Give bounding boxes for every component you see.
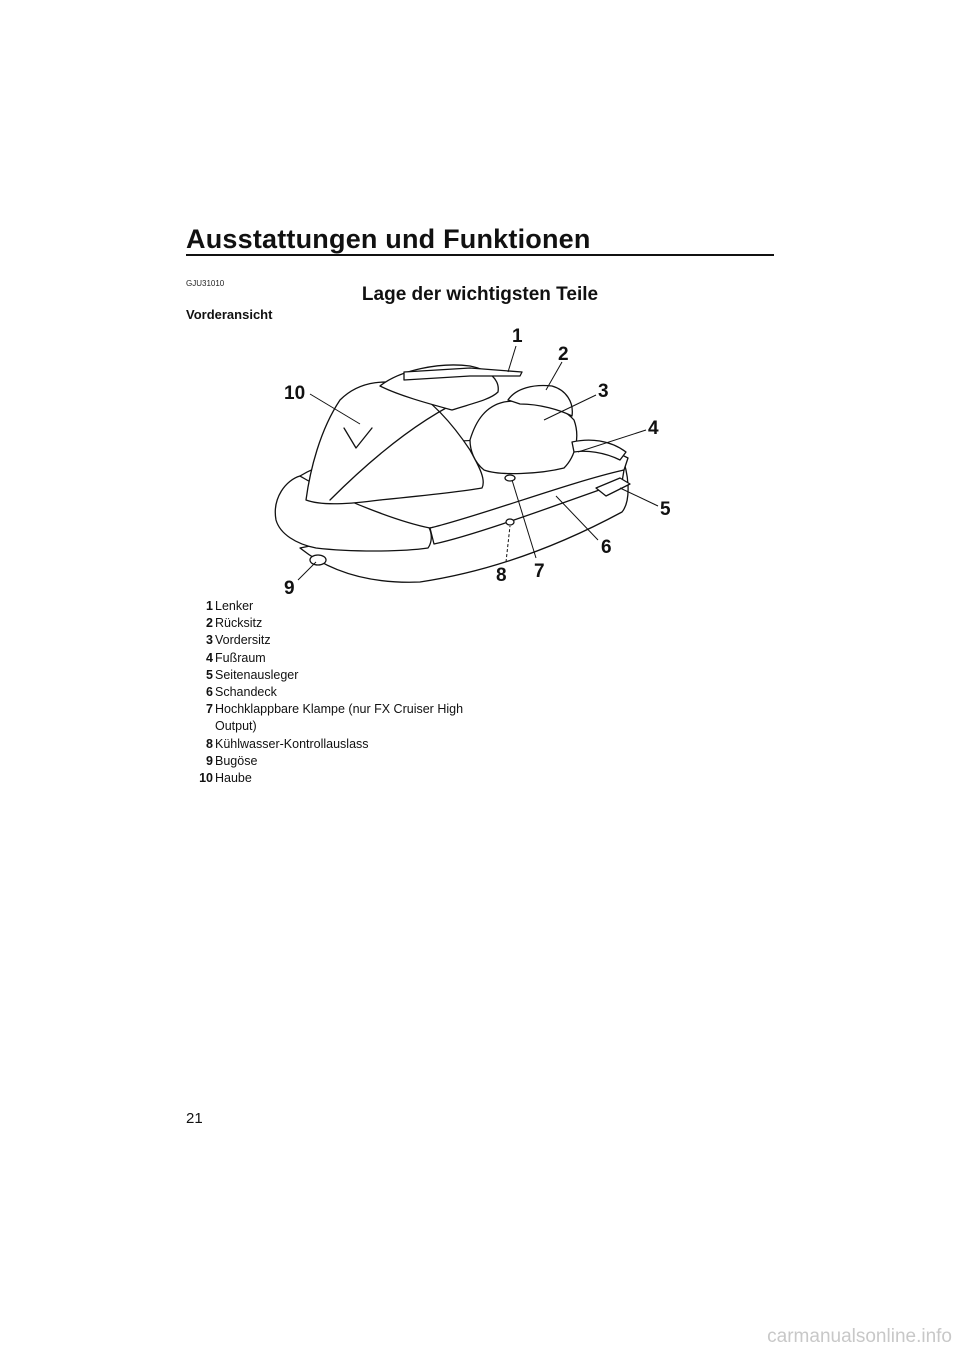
callout-9: 9 xyxy=(284,578,295,596)
list-item xyxy=(186,753,465,770)
leader-line-1 xyxy=(508,346,516,372)
callout-10: 10 xyxy=(284,383,306,404)
part-number: 7 xyxy=(206,702,213,717)
list-item xyxy=(186,632,465,649)
part-label: Rücksitz xyxy=(215,616,263,631)
part-number: 6 xyxy=(206,685,213,700)
part-number: 9 xyxy=(206,753,213,768)
part-label: Haube xyxy=(215,771,252,786)
list-item xyxy=(186,684,465,701)
reference-code: GJU31010 xyxy=(186,279,225,288)
bow-eye xyxy=(310,555,326,565)
subsection-title: Vorderansicht xyxy=(186,307,273,322)
page-number: 21 xyxy=(186,1110,203,1127)
watercraft-front-view-illustration xyxy=(260,326,690,596)
leader-line-2 xyxy=(546,362,562,390)
list-item xyxy=(186,736,465,753)
part-label: Lenker xyxy=(215,599,254,613)
part-label: Schandeck xyxy=(215,685,277,700)
callout-8: 8 xyxy=(496,565,507,586)
list-item xyxy=(186,598,465,615)
cleat xyxy=(505,475,515,481)
watermark-link[interactable]: carmanualsonline.info xyxy=(767,1326,952,1347)
list-item xyxy=(186,650,465,667)
callout-5: 5 xyxy=(660,499,671,520)
parts-legend xyxy=(186,598,465,787)
part-number: 2 xyxy=(206,616,213,631)
list-item xyxy=(186,701,465,735)
part-label: Seitenausleger xyxy=(215,667,299,682)
part-number: 4 xyxy=(206,650,213,665)
cooling-outlet xyxy=(506,519,514,525)
list-item xyxy=(186,770,465,787)
part-number: 3 xyxy=(206,633,213,648)
part-number: 1 xyxy=(206,599,213,613)
callout-4: 4 xyxy=(648,418,659,439)
leader-line-9 xyxy=(298,562,316,580)
part-number: 10 xyxy=(199,771,213,786)
part-label: Kühlwasser-Kontrollauslass xyxy=(215,736,369,751)
callout-2: 2 xyxy=(558,344,569,365)
callout-3: 3 xyxy=(598,381,609,402)
callout-1: 1 xyxy=(512,326,523,347)
callout-6: 6 xyxy=(601,537,612,558)
callout-7: 7 xyxy=(534,561,545,582)
list-item xyxy=(186,667,465,684)
part-label: Hochklappbare Klampe (nur FX Cruiser High Output) xyxy=(215,702,464,734)
part-number: 5 xyxy=(206,667,213,682)
section-title: Lage der wichtigsten Teile xyxy=(361,284,599,305)
chapter-title: Ausstattungen und Funktionen xyxy=(186,224,591,254)
part-label: Fußraum xyxy=(215,650,266,665)
chapter-divider xyxy=(186,254,774,256)
list-item xyxy=(186,615,465,632)
part-label: Bugöse xyxy=(215,753,258,768)
part-label: Vordersitz xyxy=(215,633,271,648)
part-number: 8 xyxy=(206,736,213,751)
